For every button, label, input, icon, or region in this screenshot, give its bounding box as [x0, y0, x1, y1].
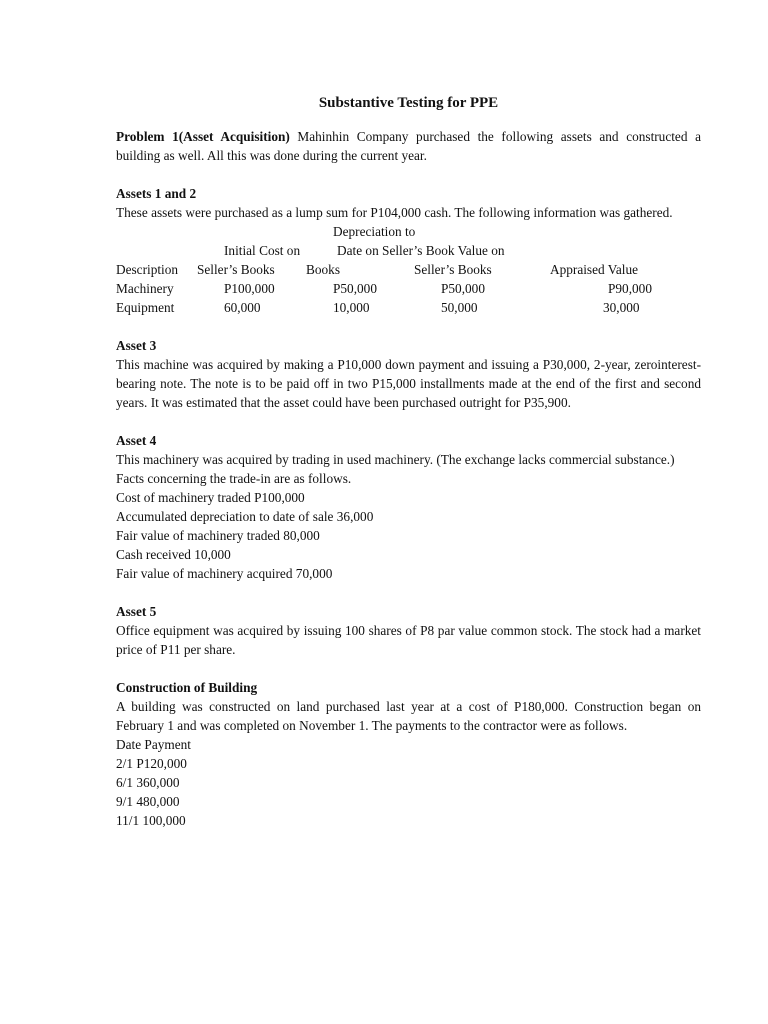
- asset4-line: Cost of machinery traded P100,000: [116, 490, 305, 505]
- payment-line: Date Payment: [116, 737, 191, 752]
- asset3-text: This machine was acquired by making a P10,000 down payment and issuing a P30,000, 2-year, zerointerest- bearing note. The note is to be paid off in two P15,000 installments made at the end of the first and second years. It was estimated that the asset could have been purchased outright for P35,900.: [116, 357, 701, 410]
- table-cell-initial: 60,000: [224, 300, 261, 315]
- asset5-text: Office equipment was acquired by issuing 100 shares of P8 par value common stock. The stock had a market price of P11 per share.: [116, 623, 701, 657]
- table-cell-dep: P50,000: [333, 281, 377, 296]
- table-header-books: Books: [306, 262, 340, 277]
- assets12-text: These assets were purchased as a lump sum for P104,000 cash. The following information was gathered.: [116, 205, 673, 220]
- payment-line: 11/1 100,000: [116, 813, 186, 828]
- table-cell-appraised: 30,000: [603, 300, 640, 315]
- table-cell-book: P50,000: [441, 281, 485, 296]
- table-header-date-book-value: Date on Seller’s Book Value on: [337, 243, 505, 258]
- asset4-heading: Asset 4: [116, 433, 157, 448]
- table-header-appraised-value: Appraised Value: [550, 262, 639, 277]
- asset4-text: This machinery was acquired by trading in used machinery. (The exchange lacks commercial substance.): [116, 452, 675, 467]
- asset4-line: Cash received 10,000: [116, 547, 231, 562]
- assets12-heading: Assets 1 and 2: [116, 186, 197, 201]
- table-cell-desc: Machinery: [116, 281, 174, 296]
- payment-line: 6/1 360,000: [116, 775, 180, 790]
- building-text: A building was constructed on land purchased last year at a cost of P180,000. Construction began on February 1 and was completed on November 1. The payments to the contractor were as follows.: [116, 699, 701, 733]
- problem-label: Problem 1(Asset Acquisition): [116, 129, 290, 144]
- document-content: [116, 94, 701, 830]
- table-cell-book: 50,000: [441, 300, 478, 315]
- table-cell-appraised: P90,000: [608, 281, 652, 296]
- problem-paragraph: [116, 127, 701, 165]
- table-header-sellers-books: Seller’s Books: [197, 262, 275, 277]
- asset3-heading: Asset 3: [116, 338, 157, 353]
- asset4-line: Fair value of machinery traded 80,000: [116, 528, 320, 543]
- asset4-line: Facts concerning the trade-in are as follows.: [116, 471, 352, 486]
- table-header-sellers-books-2: Seller’s Books: [414, 262, 492, 277]
- asset5-heading: Asset 5: [116, 604, 157, 619]
- page-title: Substantive Testing for PPE: [318, 95, 499, 111]
- table-cell-dep: 10,000: [333, 300, 370, 315]
- table-header-initial-cost: Initial Cost on: [224, 243, 301, 258]
- payment-line: 9/1 480,000: [116, 794, 180, 809]
- table-cell-initial: P100,000: [224, 281, 275, 296]
- assets-table: [116, 222, 701, 317]
- table-header-description: Description: [116, 262, 179, 277]
- table-cell-desc: Equipment: [116, 300, 175, 315]
- asset4-line: Accumulated depreciation to date of sale 36,000: [116, 509, 374, 524]
- problem-text: Mahinhin Company purchased the following assets and constructed a building as well. All this was done during the current year.: [116, 129, 701, 163]
- table-header-depreciation: Depreciation to: [333, 224, 416, 239]
- asset4-line: Fair value of machinery acquired 70,000: [116, 566, 333, 581]
- building-heading: Construction of Building: [116, 680, 258, 695]
- payment-line: 2/1 P120,000: [116, 756, 187, 771]
